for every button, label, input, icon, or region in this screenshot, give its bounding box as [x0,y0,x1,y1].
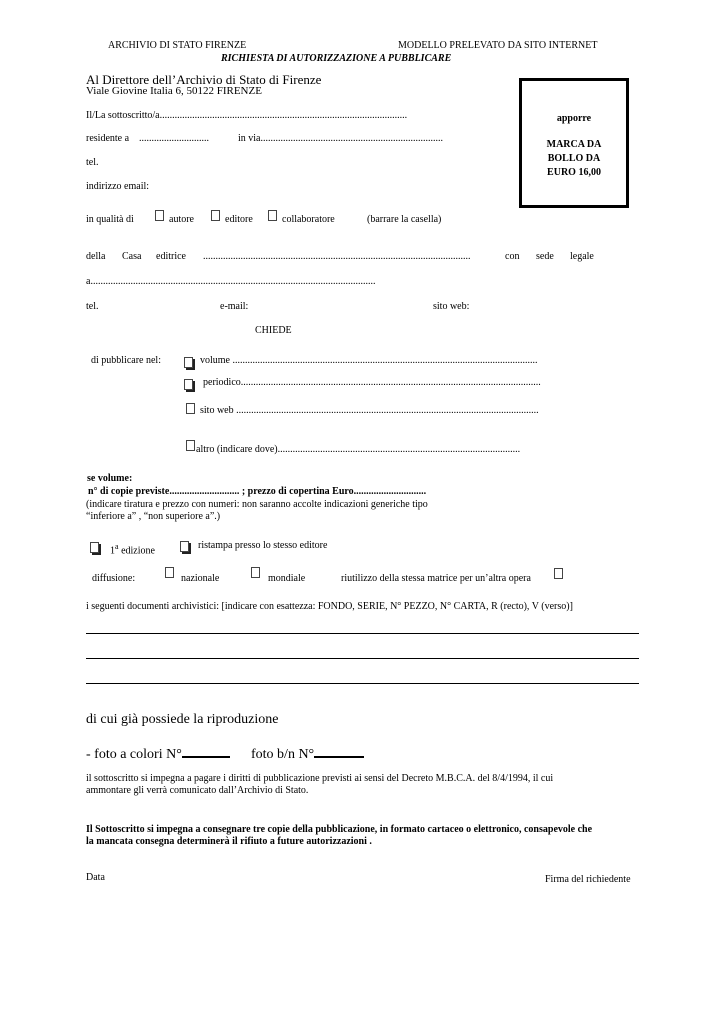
worldwide-checkbox[interactable] [251,567,260,578]
reproduction-heading: di cui già possiede la riproduzione [86,712,279,727]
collaborator-label: collaboratore [282,214,335,225]
publisher-email-field[interactable]: e-mail: [220,301,249,312]
recipient-line2: Viale Giovine Italia 6, 50122 FIRENZE [86,85,262,97]
volume-note-line2: “inferiore a” , “non superiore a”.) [86,511,221,522]
publisher-word-3: editrice [156,251,186,262]
bw-photo-field[interactable]: foto b/n N° [251,744,364,763]
publish-in-label: di pubblicare nel: [91,355,161,366]
volume-note-line1: (indicare tiratura e prezzo con numeri: non saranno accolte indicazioni generiche tipo [86,499,428,510]
applicant-name-field[interactable]: Il/La sottoscritto/a................................................................................................... [86,110,408,121]
stamp-line1: apporre [556,113,592,124]
publisher-word-6: legale [570,251,594,262]
other-field[interactable]: altro (indicare dove)................................................................................................. [196,444,521,455]
reprint-label: ristampa presso lo stesso editore [198,540,328,551]
documents-instructions: i seguenti documenti archivistici: [indicare con esattezza: FONDO, SERIE, N° PEZZO, N° CARTA, R (recto), V (verso)] [86,601,573,612]
volume-field[interactable]: volume .......................................................................................................................... [200,355,538,366]
publisher-word-2: Casa [122,251,142,262]
delivery-commitment-line2: la mancata consegna determinerà il rifiuto a future autorizzazioni . [86,836,372,847]
collaborator-checkbox[interactable] [268,210,277,221]
signature-field[interactable]: Firma del richiedente [545,874,631,885]
street-field[interactable]: in via......................................................................... [238,133,443,144]
archive-name: ARCHIVIO DI STATO FIRENZE [108,40,247,51]
applicant-tel-field[interactable]: tel. [86,157,99,168]
worldwide-label: mondiale [268,573,306,584]
stamp-line2: MARCA DA [546,139,602,150]
publisher-checkbox[interactable] [211,210,220,221]
national-checkbox[interactable] [165,567,174,578]
check-box-note: (barrare la casella) [367,214,442,225]
other-checkbox[interactable] [186,440,195,451]
recipient-line1: Al Direttore dell’Archivio di Stato di Firenze [86,72,322,87]
reprint-checkbox[interactable] [180,541,189,552]
applicant-email-field[interactable]: indirizzo email: [86,181,150,192]
revenue-stamp-box [519,78,629,208]
documents-line-3[interactable] [86,683,639,684]
delivery-commitment-line1: Il Sottoscritto si impegna a consegnare tre copie della pubblicazione, in formato cartaceo o elettronico, consapevole che [86,824,593,835]
website-field[interactable]: sito web ......................................................................................................................... [200,405,539,416]
diffusion-label: diffusione: [92,573,136,584]
publisher-name-field[interactable]: ........................................................................................................... [203,251,471,262]
documents-line-1[interactable] [86,633,639,634]
color-photo-field[interactable]: - foto a colori N° [86,744,230,763]
publisher-label: editore [225,214,253,225]
payment-commitment-line1: il sottoscritto si impegna a pagare i diritti di pubblicazione previsti ai sensi del Decreto M.B.C.A. del 8/4/1994, il cui [86,773,554,784]
documents-line-2[interactable] [86,658,639,659]
author-label: autore [169,214,194,225]
stamp-line4: EURO 16,00 [547,167,601,178]
volume-checkbox[interactable] [184,357,193,368]
publisher-address-field[interactable]: a.................................................................................................................. [86,276,376,287]
author-checkbox[interactable] [155,210,164,221]
role-label: in qualità di [86,214,134,225]
publisher-word-1: della [86,251,106,262]
request-heading: CHIEDE [255,325,292,336]
volume-section-title: se volume: [87,473,133,484]
publisher-website-field[interactable]: sito web: [433,301,470,312]
publisher-tel-field[interactable]: tel. [86,301,99,312]
periodical-field[interactable]: periodico........................................................................................................................ [203,377,541,388]
periodical-checkbox[interactable] [184,379,193,390]
payment-commitment-line2: ammontare gli verrà comunicato dall’Archivio di Stato. [86,785,309,796]
stamp-line3: BOLLO DA [547,153,601,164]
form-title: RICHIESTA DI AUTORIZZAZIONE A PUBBLICARE [221,53,452,64]
date-field[interactable]: Data [86,872,105,883]
first-edition-checkbox[interactable] [90,542,99,553]
first-edition-label: 1$^a$ edizione [110,542,155,557]
reuse-label: riutilizzo della stessa matrice per un’altra opera [341,573,531,584]
residence-field[interactable]: ............................ [139,133,209,144]
reuse-checkbox[interactable] [554,568,563,579]
model-source: MODELLO PRELEVATO DA SITO INTERNET [398,40,598,51]
publisher-word-5: sede [536,251,554,262]
national-label: nazionale [181,573,220,584]
website-checkbox[interactable] [186,403,195,414]
copies-price-field[interactable]: n° di copie previste............................ ; prezzo di copertina Euro............................. [88,486,427,497]
residence-label: residente a [86,133,130,144]
publisher-word-4: con [505,251,520,262]
